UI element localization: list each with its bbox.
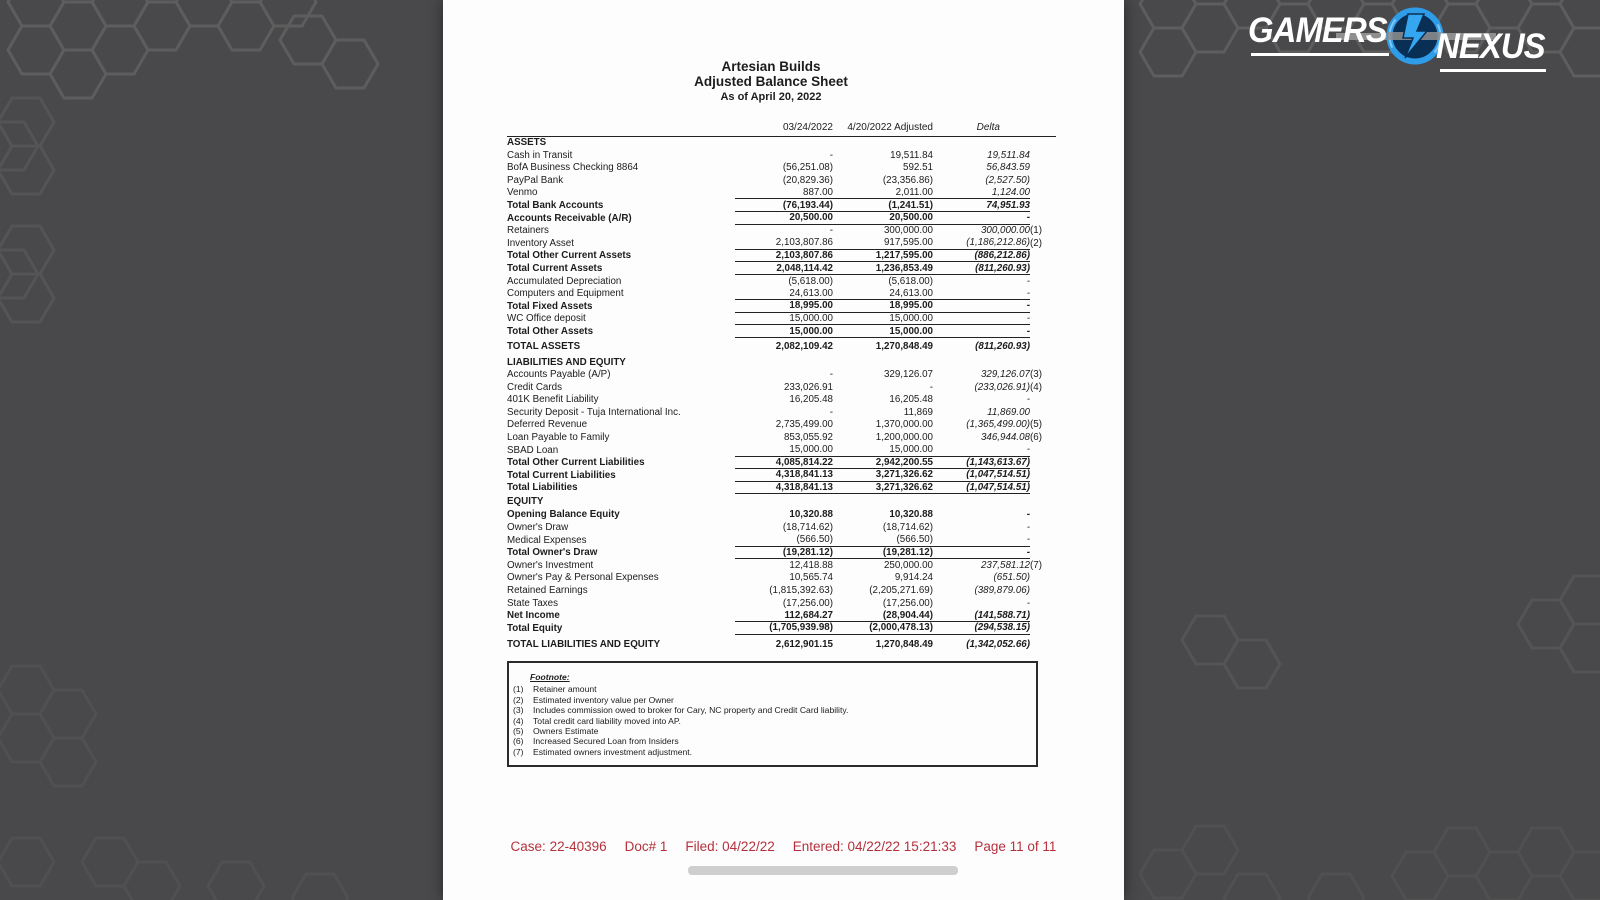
table-row: Total Owner's Draw (19,281.12) (19,281.12) - xyxy=(507,546,1030,559)
stamp-segment: Filed: 04/22/22 xyxy=(685,839,775,854)
footnote-box xyxy=(507,661,1038,767)
table-row: State Taxes (17,256.00) (17,256.00) - xyxy=(507,597,1030,609)
table-row: Total Liabilities 4,318,841.13 3,271,326.62 (1,047,514.51) xyxy=(507,481,1030,494)
table-row: Inventory Asset 2,103,807.86 917,595.00 (1,186,212.86) (2) xyxy=(507,237,1042,249)
col-header-delta: Delta xyxy=(933,119,1030,136)
report-title: Adjusted Balance Sheet xyxy=(694,74,848,89)
section-header-row: LIABILITIES AND EQUITY xyxy=(507,356,626,368)
column-header-row xyxy=(507,119,1056,136)
col-header-0420-adjusted: 4/20/2022 Adjusted xyxy=(833,119,933,136)
section-header-row: ASSETS xyxy=(507,137,547,149)
section-header-row: EQUITY xyxy=(507,495,544,507)
table-row: Cash in Transit - 19,511.84 19,511.84 xyxy=(507,149,1030,161)
progress-bar xyxy=(688,866,958,875)
footnote-item: (5) Owners Estimate xyxy=(513,725,599,736)
table-row: TOTAL ASSETS 2,082,109.42 1,270,848.49 (811,260.93) xyxy=(507,341,1030,352)
document-page xyxy=(443,0,1124,900)
table-row: Credit Cards 233,026.91 - (233,026.91) (4) xyxy=(507,381,1042,393)
footnote-item: (6) Increased Secured Loan from Insiders xyxy=(513,736,679,747)
balance-sheet-document xyxy=(507,0,1056,767)
brand-underline-right xyxy=(1440,69,1546,72)
table-row: Net Income 112,684.27 (28,904.44) (141,588.71) xyxy=(507,609,1030,622)
table-row: Accounts Payable (A/P) - 329,126.07 329,126.07 (3) xyxy=(507,369,1042,381)
footnote-item: (3) Includes commission owed to broker for Cary, NC property and Credit Card liability. xyxy=(513,705,849,716)
table-row: Total Current Assets 2,048,114.42 1,236,853.49 (811,260.93) xyxy=(507,262,1030,275)
table-row: Total Equity (1,705,939.98) (2,000,478.13) (294,538.15) xyxy=(507,622,1030,634)
table-row: Total Other Current Liabilities 4,085,814.22 2,942,200.55 (1,143,613.67) xyxy=(507,456,1030,469)
company-name: Artesian Builds xyxy=(721,59,821,74)
table-row: Owner's Draw (18,714.62) (18,714.62) - xyxy=(507,522,1030,534)
stamp-segment: Case: 22-40396 xyxy=(510,839,607,854)
document-title-block xyxy=(507,59,1035,104)
footnote-item: (2) Estimated inventory value per Owner xyxy=(513,694,674,705)
brand-underline-left xyxy=(1251,53,1389,56)
table-row: Total Current Liabilities 4,318,841.13 3,271,326.62 (1,047,514.51) xyxy=(507,469,1030,481)
col-header-0324: 03/24/2022 xyxy=(735,119,833,136)
table-row: Deferred Revenue 2,735,499.00 1,370,000.00 (1,365,499.00) (5) xyxy=(507,419,1042,431)
table-row: Medical Expenses (566.50) (566.50) - xyxy=(507,534,1030,546)
footnote-item: (7) Estimated owners investment adjustment. xyxy=(513,746,693,757)
table-row: Owner's Investment 12,418.88 250,000.00 237,581.12 (7) xyxy=(507,559,1042,571)
court-filing-stamp xyxy=(443,839,1124,854)
footnote-list xyxy=(513,684,1028,757)
footnote-item: (4) Total credit card liability moved into AP. xyxy=(513,715,681,726)
table-row: Venmo 887.00 2,011.00 1,124.00 xyxy=(507,186,1030,199)
balance-sheet-table xyxy=(507,119,1056,650)
stamp-segment: Page 11 of 11 xyxy=(974,839,1057,854)
table-row: SBAD Loan 15,000.00 15,000.00 - xyxy=(507,444,1030,456)
table-row: Computers and Equipment 24,613.00 24,613.00 - xyxy=(507,287,1030,300)
table-row: TOTAL LIABILITIES AND EQUITY 2,612,901.15 1,270,848.49 (1,342,052.66) xyxy=(507,638,1030,650)
report-date: As of April 20, 2022 xyxy=(720,91,822,103)
table-row: Accumulated Depreciation (5,618.00) (5,618.00) - xyxy=(507,275,1030,287)
gamersnexus-watermark xyxy=(1248,4,1550,70)
table-row: Loan Payable to Family 853,055.92 1,200,000.00 346,944.08 (6) xyxy=(507,432,1042,444)
table-row: Total Bank Accounts (76,193.44) (1,241.51) 74,951.93 xyxy=(507,199,1030,212)
brand-text-gamers: GAMERS xyxy=(1248,11,1387,50)
brand-text-nexus: NEXUS xyxy=(1436,27,1545,66)
table-row: Security Deposit - Tuja International Inc. - 11,869 11,869.00 xyxy=(507,406,1030,418)
table-row: Opening Balance Equity 10,320.88 10,320.88 - xyxy=(507,509,1030,521)
table-row: PayPal Bank (20,829.36) (23,356.86) (2,527.50) xyxy=(507,174,1030,186)
footnote-item: (1) Retainer amount xyxy=(513,684,597,695)
table-row: BofA Business Checking 8864 (56,251.08) 592.51 56,843.59 xyxy=(507,162,1030,174)
table-row: Total Other Assets 15,000.00 15,000.00 - xyxy=(507,325,1030,337)
table-row: Retained Earnings (1,815,392.63) (2,205,271.69) (389,879.06) xyxy=(507,585,1030,596)
table-row: Total Fixed Assets 18,995.00 18,995.00 - xyxy=(507,300,1030,312)
table-row: Owner's Pay & Personal Expenses 10,565.74 9,914.24 (651.50) xyxy=(507,572,1030,584)
stamp-segment: Doc# 1 xyxy=(624,839,668,854)
balance-table-body xyxy=(507,136,1056,650)
stamp-segment: Entered: 04/22/22 15:21:33 xyxy=(792,839,957,854)
table-row: Total Other Current Assets 2,103,807.86 1,217,595.00 (886,212.86) xyxy=(507,249,1030,262)
table-row: WC Office deposit 15,000.00 15,000.00 - xyxy=(507,312,1030,325)
table-row: Retainers - 300,000.00 300,000.00 (1) xyxy=(507,225,1042,237)
footnote-heading: Footnote: xyxy=(530,672,570,683)
table-row: Accounts Receivable (A/R) 20,500.00 20,500.00 - xyxy=(507,212,1030,224)
table-row: 401K Benefit Liability 16,205.48 16,205.48 - xyxy=(507,394,1030,406)
